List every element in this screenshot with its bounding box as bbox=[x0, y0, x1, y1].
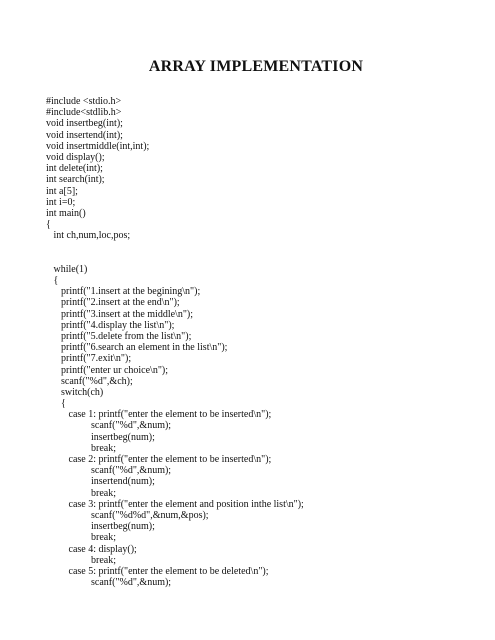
code-line: int search(int); bbox=[46, 174, 105, 186]
code-line: case 5: printf("enter the element to be deleted\n"); bbox=[46, 565, 269, 577]
code-line: case 1: printf("enter the element to be inserted\n"); bbox=[46, 409, 272, 421]
code-line: case 2: printf("enter the element to be inserted\n"); bbox=[46, 454, 272, 465]
code-line: { bbox=[46, 275, 59, 286]
code-line: break; bbox=[46, 532, 116, 544]
code-line: int a[5]; bbox=[46, 185, 78, 197]
document-title: ARRAY IMPLEMENTATION bbox=[148, 58, 364, 75]
code-line: #include<stdlib.h> bbox=[46, 107, 122, 119]
code-line: int i=0; bbox=[46, 196, 76, 208]
code-line: int ch,num,loc,pos; bbox=[46, 230, 131, 242]
code-line: scanf("%d",&num); bbox=[46, 577, 172, 589]
code-line: void insertend(int); bbox=[46, 129, 123, 141]
code-line: int delete(int); bbox=[46, 163, 103, 175]
code-line: printf("4.display the list\n"); bbox=[46, 319, 175, 331]
code-line: scanf("%d",&num); bbox=[46, 465, 172, 477]
code-line: printf("1.insert at the begining\n"); bbox=[46, 286, 201, 298]
code-line: case 3: printf("enter the element and position inthe list\n"); bbox=[46, 498, 304, 510]
code-line: printf("enter ur choice\n"); bbox=[46, 364, 169, 376]
code-line: void display(); bbox=[46, 151, 105, 163]
code-line: insertbeg(num); bbox=[46, 521, 155, 533]
code-line: scanf("%d%d",&num,&pos); bbox=[46, 509, 209, 521]
code-line: printf("5.delete from the list\n"); bbox=[46, 330, 192, 342]
code-line: break; bbox=[46, 442, 116, 454]
code-line: switch(ch) bbox=[46, 386, 104, 398]
code-line: insertend(num); bbox=[46, 476, 155, 488]
code-line: { bbox=[46, 398, 66, 410]
code-line: { bbox=[46, 219, 51, 231]
code-line: scanf("%d",&ch); bbox=[46, 375, 133, 387]
code-line: void insertbeg(int); bbox=[46, 118, 123, 130]
code-line bbox=[46, 253, 304, 264]
code-line: printf("7.exit\n"); bbox=[46, 353, 132, 365]
code-line: printf("3.insert at the middle\n"); bbox=[46, 308, 194, 320]
code-line: insertbeg(num); bbox=[46, 431, 155, 443]
code-line: int main() bbox=[46, 207, 86, 219]
code-line: break; bbox=[46, 554, 116, 566]
code-line: printf("6.search an element in the list\n"); bbox=[46, 342, 228, 354]
code-line: void insertmiddle(int,int); bbox=[46, 140, 150, 152]
code-line: while(1) bbox=[46, 263, 88, 275]
code-line: scanf("%d",&num); bbox=[46, 420, 172, 432]
code-listing bbox=[46, 96, 304, 588]
code-line: break; bbox=[46, 487, 116, 499]
code-line: #include <stdio.h> bbox=[46, 96, 122, 107]
code-line: printf("2.insert at the end\n"); bbox=[46, 297, 180, 309]
code-line: case 4: display(); bbox=[46, 543, 137, 555]
code-line bbox=[46, 241, 304, 252]
